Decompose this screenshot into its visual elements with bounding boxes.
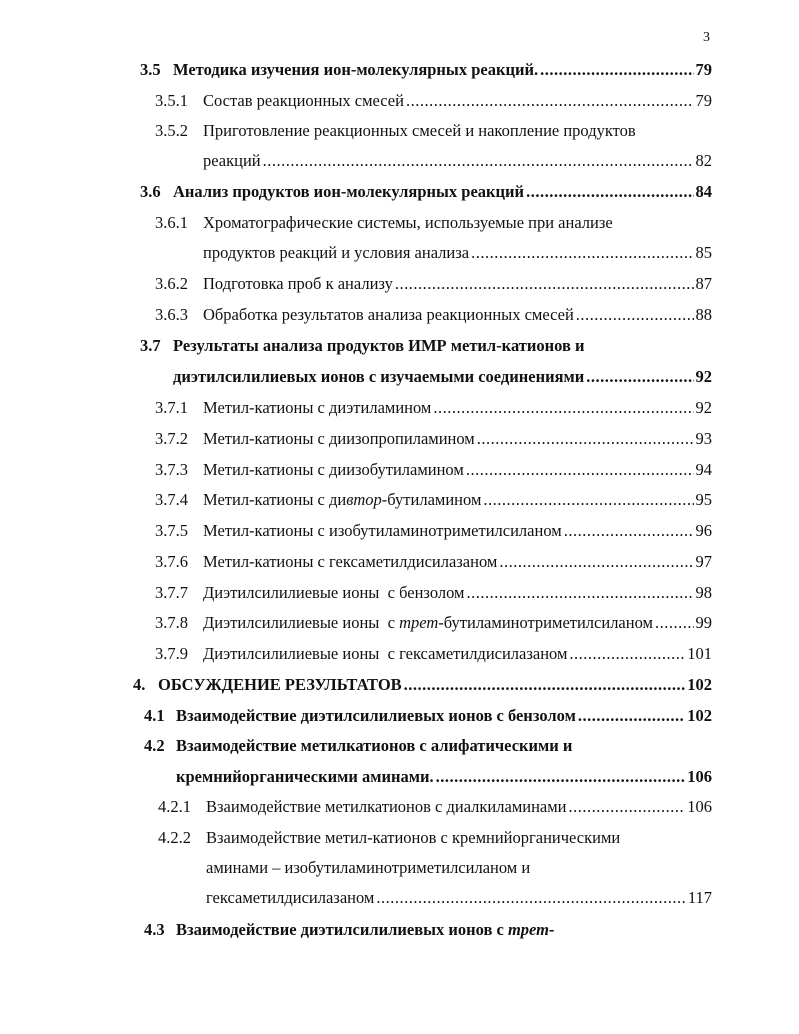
toc-leader-dots	[576, 305, 694, 325]
toc-entry-number: 4.2.1	[158, 797, 191, 816]
toc-entry-title: Взаимодействие метилкатионов с алифатическими и	[176, 736, 573, 755]
toc-entry-page: 102	[687, 675, 712, 694]
toc-entry-3-6-3	[155, 305, 712, 325]
toc-entry-3-7-5	[155, 521, 712, 541]
toc-entry-title: кремнийорганическими аминами.	[176, 767, 434, 786]
toc-leader-dots	[471, 243, 693, 263]
toc-entry-title: Приготовление реакционных смесей и накопление продуктов	[203, 121, 636, 140]
toc-leader-dots	[376, 888, 686, 908]
toc-entry-title: Подготовка проб к анализу	[203, 274, 393, 293]
toc-entry-number: 4.3	[144, 920, 165, 939]
toc-entry-number: 3.6	[140, 182, 161, 201]
toc-leader-dots	[466, 460, 694, 480]
toc-leader-dots	[586, 367, 693, 387]
toc-entry-3-7-9	[155, 644, 712, 664]
toc-entry-page: 106	[687, 767, 712, 786]
toc-entry-number: 3.5.1	[155, 91, 188, 110]
toc-entry-3-7-7	[155, 583, 712, 603]
toc-entry-title	[203, 613, 653, 633]
toc-entry-number: 3.5	[140, 60, 161, 79]
title-part: Метил-катионы с ди	[203, 490, 347, 509]
toc-entry-number: 3.7.4	[155, 490, 188, 509]
toc-entry-title: реакций	[203, 151, 261, 170]
toc-entry-3-7-cont	[173, 367, 712, 387]
toc-entry-number: 4.2.2	[158, 828, 191, 847]
toc-entry-page: 84	[695, 182, 712, 201]
toc-leader-dots	[569, 644, 685, 664]
toc-entry-3-7-1	[155, 398, 712, 418]
toc-entry-3-5-2	[155, 121, 636, 141]
toc-entry-3-7-8	[155, 613, 712, 633]
toc-entry-number: 3.7.1	[155, 398, 188, 417]
toc-entry-title: диэтилсилилиевых ионов с изучаемыми соединениями	[173, 367, 585, 386]
toc-entry-title: ОБСУЖДЕНИЕ РЕЗУЛЬТАТОВ	[158, 675, 402, 694]
toc-leader-dots	[436, 767, 686, 787]
toc-leader-dots	[655, 613, 694, 633]
toc-entry-3-6-1	[155, 213, 613, 233]
toc-entry-title: Диэтилсилилиевые ионы с бензолом	[203, 583, 465, 602]
toc-entry-title: Взаимодействие метил-катионов с кремнийорганическими	[206, 828, 621, 847]
toc-entry-page: 79	[695, 91, 712, 110]
toc-leader-dots	[526, 182, 693, 202]
toc-entry-title: Хроматографические системы, используемые при анализе	[203, 213, 613, 232]
toc-entry-title: Метил-катионы с гексаметилдисилазаном	[203, 552, 498, 571]
toc-entry-number: 3.7.5	[155, 521, 188, 540]
title-italic-part: втор	[346, 490, 382, 509]
toc-leader-dots	[564, 521, 694, 541]
toc-entry-title: Метил-катионы с диизопропиламином	[203, 429, 475, 448]
toc-entry-page: 101	[687, 644, 712, 663]
toc-leader-dots	[466, 583, 693, 603]
toc-entry-number: 4.2	[144, 736, 165, 755]
toc-entry-page: 99	[695, 613, 712, 632]
toc-entry-page: 93	[695, 429, 712, 448]
toc-leader-dots	[540, 60, 693, 80]
toc-entry-4-2-2-cont2	[206, 888, 712, 908]
toc-entry-4-2	[144, 736, 572, 756]
title-italic-part: трет-	[507, 920, 555, 939]
toc-entry-page: 92	[695, 398, 712, 417]
toc-entry-page: 87	[695, 274, 712, 293]
toc-entry-4-2-2	[158, 828, 620, 848]
page-number: 3	[703, 30, 710, 45]
toc-entry-number: 3.7.3	[155, 460, 188, 479]
toc-entry-3-6-2	[155, 274, 712, 294]
toc-entry-3-6-1-cont	[203, 243, 712, 263]
toc-entry-number: 3.7	[140, 336, 161, 355]
title-part: Взаимодействие диэтилсилилиевых ионов с	[176, 920, 508, 939]
toc-leader-dots	[404, 675, 686, 695]
toc-entry-title: Результаты анализа продуктов ИМР метил-катионов и	[173, 336, 585, 355]
toc-entry-number: 4.1	[144, 706, 165, 725]
toc-entry-page: 117	[687, 888, 712, 907]
toc-entry-4-1	[144, 706, 712, 726]
toc-entry-3-7	[140, 336, 585, 356]
title-part: -бутиламином	[381, 490, 482, 509]
toc-entry-4	[133, 675, 712, 695]
toc-entry-page: 98	[695, 583, 712, 602]
toc-entry-title: Анализ продуктов ион-молекулярных реакций	[173, 182, 525, 201]
toc-leader-dots	[406, 91, 694, 111]
toc-entry-page: 82	[695, 151, 712, 170]
toc-entry-number: 3.6.1	[155, 213, 188, 232]
toc-entry-4-2-1	[158, 797, 712, 817]
toc-entry-title: Обработка результатов анализа реакционных смесей	[203, 305, 574, 324]
toc-entry-number: 3.7.8	[155, 613, 188, 632]
toc-entry-page: 106	[687, 797, 712, 816]
toc-entry-4-2-2-cont	[206, 858, 530, 878]
toc-entry-number: 3.7.2	[155, 429, 188, 448]
toc-entry-4-3	[144, 920, 554, 940]
toc-entry-title: Метил-катионы с изобутиламинотриметилсиланом	[203, 521, 562, 540]
toc-entry-page: 96	[695, 521, 712, 540]
toc-leader-dots	[477, 429, 694, 449]
toc-entry-page: 95	[695, 490, 712, 509]
toc-entry-title: аминами – изобутиламинотриметилсиланом и	[206, 858, 531, 877]
toc-entry-number: 3.6.2	[155, 274, 188, 293]
toc-entry-title: Диэтилсилилиевые ионы с гексаметилдисилазаном	[203, 644, 568, 663]
toc-entry-title: Методика изучения ион-молекулярных реакций.	[173, 60, 539, 79]
toc-entry-page: 97	[695, 552, 712, 571]
toc-entry-3-7-4	[155, 490, 712, 510]
toc-entry-title: Состав реакционных смесей	[203, 91, 404, 110]
toc-leader-dots	[499, 552, 693, 572]
toc-entry-page: 85	[695, 243, 712, 262]
toc-entry-number: 4.	[133, 675, 146, 694]
toc-entry-title	[203, 490, 481, 510]
toc-entry-title: Взаимодействие метилкатионов с диалкиламинами	[206, 797, 567, 816]
toc-entry-title: Взаимодействие диэтилсилилиевых ионов с бензолом	[176, 706, 576, 725]
toc-entry-title: Метил-катионы с диэтиламином	[203, 398, 432, 417]
toc-entry-title: Метил-катионы с диизобутиламином	[203, 460, 464, 479]
toc-entry-page: 88	[695, 305, 712, 324]
toc-entry-page: 102	[687, 706, 712, 725]
toc-entry-page: 92	[695, 367, 712, 386]
toc-entry-page: 94	[695, 460, 712, 479]
toc-entry-title: продуктов реакций и условия анализа	[203, 243, 470, 262]
toc-entry-number: 3.7.9	[155, 644, 188, 663]
toc-entry-3-5	[140, 60, 712, 80]
title-italic-part: трет	[399, 613, 439, 632]
toc-entry-3-5-1	[155, 91, 712, 111]
toc-entry-page: 79	[695, 60, 712, 79]
toc-leader-dots	[578, 706, 685, 726]
toc-leader-dots	[433, 398, 693, 418]
toc-entry-3-7-2	[155, 429, 712, 449]
title-part: Диэтилсилилиевые ионы с	[203, 613, 400, 632]
toc-entry-3-7-3	[155, 460, 712, 480]
toc-entry-number: 3.6.3	[155, 305, 188, 324]
toc-leader-dots	[483, 490, 693, 510]
toc-entry-3-5-2-cont	[203, 151, 712, 171]
toc-leader-dots	[263, 151, 694, 171]
toc-leader-dots	[395, 274, 694, 294]
toc-entry-4-2-cont	[176, 767, 712, 787]
toc-leader-dots	[569, 797, 686, 817]
toc-entry-3-7-6	[155, 552, 712, 572]
toc-entry-title: гексаметилдисилазаном	[206, 888, 375, 907]
title-part: -бутиламинотриметилсиланом	[438, 613, 653, 632]
toc-entry-title	[176, 920, 554, 940]
toc-entry-number: 3.7.6	[155, 552, 188, 571]
toc-entry-number: 3.7.7	[155, 583, 188, 602]
toc-entry-number: 3.5.2	[155, 121, 188, 140]
toc-entry-3-6	[140, 182, 712, 202]
